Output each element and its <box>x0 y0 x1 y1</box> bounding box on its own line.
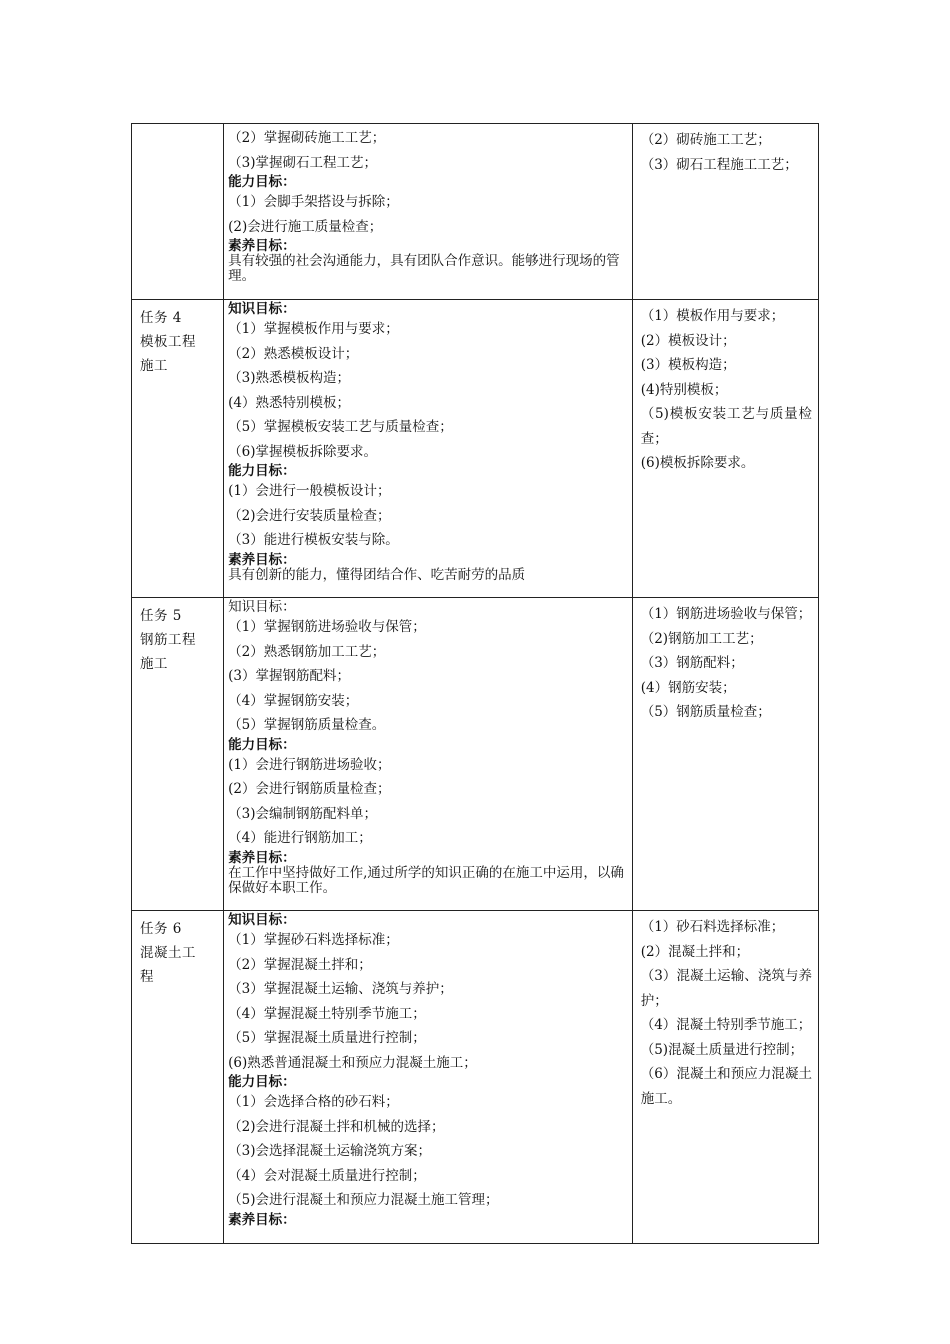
objective-item: （2)会进行混凝土拌和机械的选择； <box>228 1118 445 1135</box>
objective-item: （3)会选择混凝土运输浇筑方案； <box>228 1143 431 1159</box>
objective-item: (4）熟悉特别模板； <box>228 394 350 411</box>
task-name-line: 钢筋工程 <box>140 632 196 648</box>
objectives-cell <box>224 124 633 300</box>
objectives-cell <box>224 911 633 1244</box>
content-item: (4)特别模板； <box>640 381 728 398</box>
objective-item: （3)熟悉模板构造； <box>228 370 350 386</box>
task-name-line: 模板工程 <box>140 334 196 350</box>
objective-item: （5）掌握钢筋质量检查。 <box>228 717 386 733</box>
task-name-line: 任务 6 <box>140 921 182 937</box>
objective-item: (6)熟悉普通混凝土和预应力混凝土施工； <box>228 1054 477 1071</box>
objective-heading: 能力目标： <box>228 1074 296 1090</box>
table-row <box>132 300 819 598</box>
objective-item: (1）会进行钢筋进场验收； <box>228 756 391 773</box>
content-item: (2）模板设计； <box>640 332 736 349</box>
objective-item: （1）掌握模板作用与要求； <box>228 321 399 337</box>
objective-item: （4）能进行钢筋加工； <box>228 830 372 846</box>
objective-item: (1）会进行一般模板设计； <box>228 483 391 499</box>
content-item: （1）钢筋进场验收与保管； <box>640 606 812 622</box>
task-name-cell <box>132 911 224 1244</box>
objective-heading: 能力目标： <box>228 736 296 753</box>
objective-paragraph: 在工作中坚持做好工作,通过所学的知识正确的在施工中运用，以确保做好本职工作。 <box>228 864 624 896</box>
objective-item: （3)掌握砌石工程工艺； <box>228 154 377 171</box>
table-body <box>132 124 819 1244</box>
objective-item: (3）掌握钢筋配料； <box>228 668 350 684</box>
objective-heading: 能力目标： <box>228 174 296 190</box>
task-name-line: 任务 4 <box>140 310 182 326</box>
task-name-cell <box>132 300 224 598</box>
table-row <box>132 598 819 911</box>
objective-item: （4）会对混凝土质量进行控制； <box>228 1167 426 1184</box>
content-item: (4）钢筋安装； <box>640 679 736 696</box>
objective-item: （2）熟悉模板设计； <box>228 345 359 362</box>
content-item: （4）混凝土特别季节施工； <box>640 1017 812 1033</box>
objective-item: （5）掌握模板安装工艺与质量检查； <box>228 419 453 435</box>
objectives-cell <box>224 598 633 911</box>
objective-item: （1）会脚手架搭设与拆除； <box>228 194 399 210</box>
objective-item: （2）掌握砌砖施工工艺； <box>228 130 386 146</box>
course-task-table <box>131 123 819 1244</box>
content-item: （1）模板作用与要求； <box>640 308 785 324</box>
task-name-line: 混凝土工 <box>140 945 196 961</box>
objective-item: （1）会选择合格的砂石料； <box>228 1094 399 1110</box>
objective-item: （1）掌握钢筋进场验收与保管； <box>228 619 426 635</box>
objective-heading: 素养目标： <box>228 551 296 568</box>
objectives-cell <box>224 300 633 598</box>
table-row <box>132 124 819 300</box>
objective-item: (2)会进行施工质量检查； <box>228 218 383 235</box>
content-item: （2)钢筋加工工艺； <box>640 630 763 647</box>
table-row <box>132 911 819 1244</box>
content-item: (2）混凝土拌和； <box>640 943 750 960</box>
task-name-cell <box>132 598 224 911</box>
objective-paragraph: 具有较强的社会沟通能力，具有团队合作意识。能够进行现场的管理。 <box>228 253 620 284</box>
objective-item: （3）掌握混凝土运输、浇筑与养护； <box>228 981 453 997</box>
objective-heading: 素养目标： <box>228 849 296 866</box>
content-cell <box>632 598 818 911</box>
content-item: （5)模板安装工艺与质量检查； <box>640 406 812 447</box>
content-item: （3）钢筋配料； <box>640 655 744 671</box>
content-item: （5）钢筋质量检查； <box>640 704 771 720</box>
objective-heading: 知识目标： <box>228 912 296 928</box>
objective-item: （2）熟悉钢筋加工工艺； <box>228 643 386 660</box>
content-item: （2）砌砖施工工艺； <box>640 132 771 148</box>
objective-item: （1）掌握砂石料选择标准； <box>228 932 399 948</box>
objective-item: （3）能进行模板安装与除。 <box>228 532 399 548</box>
objective-item: （2)会进行安装质量检查； <box>228 507 391 524</box>
content-cell <box>632 124 818 300</box>
content-item: （1）砂石料选择标准； <box>640 919 785 935</box>
objective-heading: 能力目标： <box>228 463 296 479</box>
task-name-line: 程 <box>140 969 154 985</box>
task-name-line: 施工 <box>140 358 168 374</box>
content-item: (3）模板构造； <box>640 357 736 373</box>
objective-item: （5）掌握混凝土质量进行控制； <box>228 1030 426 1046</box>
content-item: （6）混凝土和预应力混凝土施工。 <box>640 1066 812 1107</box>
task-name-cell <box>132 124 224 300</box>
content-cell <box>632 300 818 598</box>
content-item: （5)混凝土质量进行控制； <box>640 1041 804 1058</box>
objective-heading: 素养目标： <box>228 1211 296 1228</box>
objective-item: （6)掌握模板拆除要求。 <box>228 443 377 460</box>
objective-item: （4）掌握钢筋安装； <box>228 692 359 709</box>
objective-item: (2）会进行钢筋质量检查； <box>228 781 391 797</box>
content-item: （3）砌石工程施工工艺； <box>640 156 798 173</box>
objective-heading: 知识目标： <box>228 301 296 317</box>
objective-paragraph: 具有创新的能力，懂得团结合作、吃苦耐劳的品质 <box>228 566 526 583</box>
objective-item: （4）掌握混凝土特别季节施工； <box>228 1005 426 1022</box>
content-item: (6)模板拆除要求。 <box>640 455 755 471</box>
objective-heading: 知识目标： <box>228 599 296 615</box>
task-name-line: 任务 5 <box>140 608 182 624</box>
objective-item: （5)会进行混凝土和预应力混凝土施工管理； <box>228 1192 499 1208</box>
objective-item: （2）掌握混凝土拌和； <box>228 956 372 973</box>
content-cell <box>632 911 818 1244</box>
content-item: （3）混凝土运输、浇筑与养护； <box>640 968 812 1009</box>
objective-item: （3)会编制钢筋配料单； <box>228 805 377 822</box>
task-name-line: 施工 <box>140 656 168 672</box>
objective-heading: 素养目标： <box>228 238 296 254</box>
